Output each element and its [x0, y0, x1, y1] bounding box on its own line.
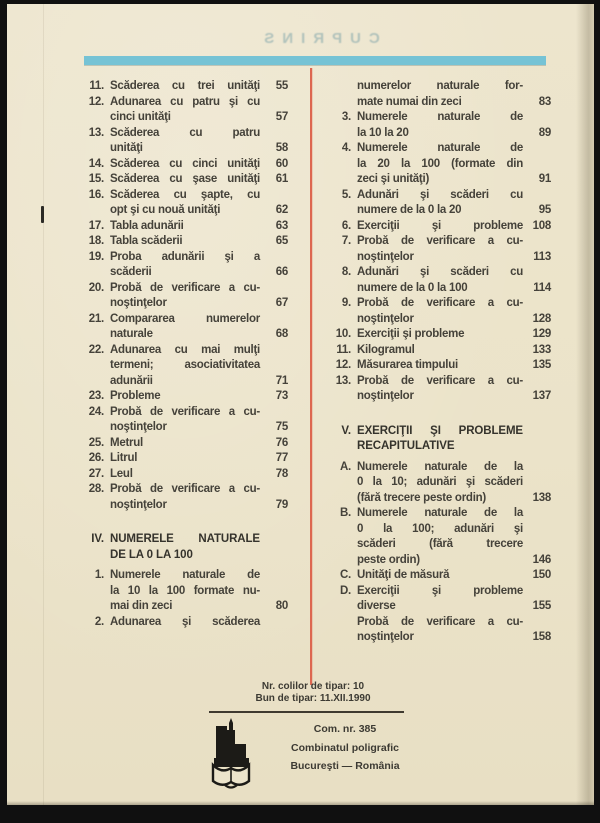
teal-rule	[84, 56, 546, 65]
entry-page-number: 150	[532, 569, 551, 581]
entry-number: 8.	[341, 266, 351, 278]
print-sheets-line: Nr. colilor de tipar: 10	[261, 681, 365, 692]
entry-line: 0 la 100; adunări şi	[357, 522, 523, 535]
entry-text	[110, 172, 260, 188]
entry-line: mate numai din zeci	[357, 95, 462, 108]
toc-section-header	[333, 424, 551, 455]
toc-entry	[333, 79, 551, 110]
toc-entry	[333, 141, 551, 188]
bleedthrough-title: CUPRINS	[256, 30, 380, 47]
entry-number: 14.	[88, 157, 104, 170]
entry-line: noştinţelor	[357, 631, 414, 643]
entry-number: 28.	[88, 483, 104, 495]
entry-text	[110, 532, 260, 563]
toc-column-left	[86, 79, 288, 630]
entry-line: DE LA 0 LA 100	[110, 548, 193, 561]
toc-entry	[86, 172, 288, 188]
toc-entry	[86, 281, 288, 312]
entry-line: unităţi	[110, 142, 143, 154]
entry-line: la 10 la 100 formate nu-	[110, 584, 260, 597]
entry-number: 17.	[88, 219, 104, 232]
entry-line: RECAPITULATIVE	[357, 440, 455, 452]
entry-page-number: 129	[532, 328, 551, 340]
entry-page-number: 63	[275, 219, 288, 232]
entry-page-number: 67	[275, 297, 288, 309]
entry-line: Numerele naturale de la	[357, 507, 523, 519]
entry-page-number: 79	[275, 498, 288, 511]
entry-text	[110, 157, 260, 173]
entry-page-number: 137	[532, 390, 551, 402]
entry-line: Kilogramul	[357, 343, 415, 356]
entry-number: 6.	[341, 219, 351, 232]
toc-entry	[86, 436, 288, 452]
entry-number: 22.	[88, 343, 104, 356]
entry-line: Probă de verificare a cu-	[357, 615, 523, 628]
entry-line: Scăderea cu patru	[110, 126, 260, 139]
entry-page-number: 95	[538, 204, 551, 216]
entry-line: Adunarea cu patru şi cu	[110, 95, 260, 108]
entry-line: peste ordin)	[357, 553, 420, 566]
entry-page-number: 55	[275, 80, 288, 92]
entry-page-number: 80	[275, 600, 288, 612]
entry-page-number: 108	[532, 219, 551, 232]
entry-line: Adunarea şi scăderea	[110, 615, 260, 628]
entry-page-number: 61	[275, 173, 288, 185]
entry-line: Tabla adunării	[110, 219, 184, 232]
entry-line: noştinţelor	[110, 297, 167, 309]
print-date-line: Bun de tipar: 11.XII.1990	[255, 693, 371, 704]
entry-line: Exerciţii şi probleme	[357, 584, 523, 597]
entry-text	[110, 568, 260, 615]
entry-text	[110, 482, 260, 513]
colophon-city: Bucureşti — România	[290, 760, 400, 772]
entry-number: A.	[340, 460, 351, 473]
entry-text	[357, 615, 523, 646]
entry-number: 12.	[335, 359, 351, 371]
entry-page-number: 60	[275, 157, 288, 170]
entry-page-number: 77	[275, 452, 288, 464]
entry-page-number: 114	[533, 281, 551, 294]
entry-line: la 20 la 100 (formate din	[357, 157, 523, 170]
entry-line: scăderii	[110, 266, 152, 278]
toc-entry	[333, 506, 551, 568]
entry-line: la 10 la 20	[357, 126, 409, 139]
entry-number: 2.	[94, 615, 104, 628]
entry-line: opt şi cu nouă unităţi	[110, 204, 221, 216]
entry-number: 12.	[88, 95, 104, 108]
entry-line: noştinţelor	[357, 250, 414, 263]
entry-number: C.	[340, 569, 351, 581]
colophon-text	[263, 720, 427, 776]
toc-entry	[86, 467, 288, 483]
entry-line: termeni; asociativitatea	[110, 359, 260, 371]
entry-number: 11.	[89, 80, 104, 92]
toc-entry	[333, 584, 551, 615]
toc-entry	[86, 157, 288, 173]
entry-page-number: 71	[275, 374, 288, 387]
toc-entry	[86, 219, 288, 235]
entry-line: Probă de verificare a cu-	[357, 297, 523, 309]
entry-page-number: 83	[538, 95, 551, 108]
page-bottom-shadow	[7, 801, 594, 805]
entry-line: Adunări şi scăderi cu	[357, 188, 523, 201]
entry-number: IV.	[91, 533, 104, 545]
entry-line: adunării	[110, 374, 153, 387]
entry-line: noştinţelor	[357, 312, 414, 325]
entry-page-number: 78	[275, 467, 288, 480]
entry-text	[357, 234, 523, 265]
entry-line: (fără trecere peste ordin)	[357, 491, 486, 504]
entry-number: 13.	[88, 126, 104, 139]
entry-line: Numerele naturale de	[357, 111, 523, 123]
entry-line: Unităţi de măsură	[357, 569, 450, 581]
entry-line: Adunări şi scăderi cu	[357, 266, 523, 278]
entry-number: 15.	[88, 173, 104, 185]
entry-number: 10.	[335, 328, 351, 340]
toc-entry	[333, 343, 551, 359]
colophon-rule	[209, 711, 404, 713]
entry-line: Litrul	[110, 452, 138, 464]
entry-number: 9.	[341, 297, 351, 309]
colophon-publisher: Combinatul poligrafic	[291, 741, 399, 754]
toc-entry	[86, 343, 288, 390]
toc-entry	[86, 615, 288, 631]
entry-text	[110, 312, 260, 343]
entry-page-number: 133	[532, 343, 551, 356]
entry-number: 16.	[88, 188, 104, 201]
entry-line: noştinţelor	[110, 498, 167, 511]
entry-page-number: 158	[532, 631, 551, 643]
entry-page-number: 66	[275, 266, 288, 278]
entry-number: 13.	[335, 374, 351, 387]
entry-line: Numerele naturale de la	[357, 460, 523, 473]
entry-number: 3.	[341, 111, 351, 123]
entry-text	[110, 219, 260, 235]
entry-page-number: 91	[538, 173, 551, 185]
entry-line: Probleme	[110, 390, 161, 402]
entry-text	[357, 265, 523, 296]
entry-page-number: 89	[538, 126, 551, 139]
entry-page-number: 138	[532, 491, 551, 504]
toc-entry	[333, 110, 551, 141]
entry-text	[110, 79, 260, 95]
entry-text	[357, 141, 523, 188]
entry-page-number: 58	[275, 142, 288, 154]
entry-line: noştinţelor	[357, 390, 414, 402]
entry-text	[110, 250, 260, 281]
entry-line: Scăderea cu cinci unităţi	[110, 157, 260, 170]
entry-text	[357, 188, 523, 219]
entry-page-number: 65	[275, 235, 288, 247]
toc-entry	[333, 615, 551, 646]
binding-crease	[43, 4, 44, 805]
entry-text	[110, 615, 260, 631]
entry-line: Scăderea cu şapte, cu	[110, 188, 260, 201]
entry-line: Exerciţii şi probleme	[357, 328, 465, 340]
scanned-book-page	[7, 4, 594, 805]
entry-text	[357, 327, 523, 343]
toc-entry	[86, 451, 288, 467]
entry-number: 11.	[336, 343, 351, 356]
entry-line: zeci şi unităţi)	[357, 173, 430, 185]
toc-entry	[333, 460, 551, 507]
toc-entry	[86, 95, 288, 126]
entry-line: Adunarea cu mai mulţi	[110, 343, 260, 356]
entry-line: Numerele naturale de	[357, 142, 523, 154]
entry-text	[357, 79, 523, 110]
entry-line: EXERCIŢII ŞI PROBLEME	[357, 424, 523, 437]
toc-section-header	[86, 532, 288, 563]
entry-line: Compararea numerelor	[110, 312, 260, 325]
entry-number: 19.	[88, 250, 104, 263]
entry-line: Probă de verificare a cu-	[110, 281, 260, 294]
toc-entry	[86, 234, 288, 250]
colophon-order-number: Com. nr. 385	[313, 723, 377, 735]
toc-entry	[333, 296, 551, 327]
entry-number: 1.	[94, 569, 104, 581]
entry-line: Proba adunării şi a	[110, 250, 260, 263]
entry-text	[357, 506, 523, 568]
entry-text	[110, 234, 260, 250]
entry-number: 5.	[341, 188, 351, 201]
entry-number: 27.	[88, 467, 104, 480]
entry-page-number: 57	[275, 111, 288, 123]
entry-text	[110, 436, 260, 452]
entry-line: numere de la 0 la 20	[357, 204, 462, 216]
entry-line: noştinţelor	[110, 421, 167, 433]
entry-page-number: 155	[532, 600, 551, 612]
entry-line: diverse	[357, 600, 396, 612]
printing-house-logo-icon	[211, 718, 253, 792]
entry-line: Scăderea cu şase unităţi	[110, 173, 260, 185]
entry-text	[110, 95, 260, 126]
toc-entry	[333, 568, 551, 584]
entry-number: 4.	[341, 142, 351, 154]
entry-page-number: 76	[275, 436, 288, 449]
entry-number: 24.	[88, 405, 104, 418]
entry-number: 26.	[88, 452, 104, 464]
entry-line: scăderi (fără trecere	[357, 538, 523, 550]
entry-page-number: 146	[532, 553, 551, 566]
entry-page-number: 62	[275, 204, 288, 216]
entry-line: cinci unităţi	[110, 111, 171, 123]
toc-entry	[86, 405, 288, 436]
toc-entry	[333, 358, 551, 374]
entry-line: mai din zeci	[110, 600, 173, 612]
entry-text	[110, 467, 260, 483]
entry-page-number: 128	[532, 312, 551, 325]
entry-line: Tabla scăderii	[110, 235, 183, 247]
entry-line: numere de la 0 la 100	[357, 281, 468, 294]
entry-text	[110, 451, 260, 467]
entry-line: Probă de verificare a cu-	[110, 405, 260, 418]
entry-text	[357, 110, 523, 141]
entry-text	[357, 584, 523, 615]
entry-page-number: 68	[275, 328, 288, 340]
entry-text	[357, 296, 523, 327]
entry-number: 20.	[88, 281, 104, 294]
entry-number	[333, 615, 357, 646]
crease-ink-mark	[41, 206, 44, 223]
toc-entry	[333, 265, 551, 296]
toc-entry	[86, 250, 288, 281]
entry-text	[357, 424, 523, 455]
toc-entry	[86, 126, 288, 157]
page-edge-shadow	[576, 4, 594, 805]
entry-line: Probă de verificare a cu-	[110, 483, 260, 495]
entry-text	[110, 389, 260, 405]
column-divider-rule	[310, 68, 312, 685]
footer-print-info	[213, 681, 413, 705]
entry-text	[110, 343, 260, 390]
entry-text	[357, 460, 523, 507]
entry-page-number: 113	[533, 250, 551, 263]
entry-page-number: 135	[532, 359, 551, 371]
toc-entry	[333, 188, 551, 219]
entry-text	[110, 126, 260, 157]
entry-text	[357, 358, 523, 374]
entry-line: Leul	[110, 467, 133, 480]
entry-page-number: 73	[275, 390, 288, 402]
entry-line: Exerciţii şi probleme	[357, 219, 523, 232]
entry-number: D.	[340, 584, 351, 597]
entry-line: 0 la 10; adunări şi scăderi	[357, 476, 523, 488]
entry-line: NUMERELE NATURALE	[110, 533, 260, 545]
toc-column-right	[333, 79, 551, 646]
entry-line: Metrul	[110, 436, 143, 449]
entry-text	[357, 343, 523, 359]
entry-text	[110, 281, 260, 312]
toc-entry	[333, 219, 551, 235]
entry-line: naturale	[110, 328, 153, 340]
toc-entry	[86, 312, 288, 343]
entry-number: V.	[341, 424, 351, 437]
entry-text	[357, 568, 523, 584]
entry-number: 18.	[88, 235, 104, 247]
entry-number: 7.	[341, 235, 351, 247]
entry-text	[357, 219, 523, 235]
toc-entry	[86, 482, 288, 513]
entry-line: Probă de verificare a cu-	[357, 374, 523, 387]
entry-page-number: 75	[275, 421, 288, 433]
entry-line: Scăderea cu trei unităţi	[110, 80, 260, 92]
entry-text	[110, 188, 260, 219]
entry-number: 21.	[88, 312, 104, 325]
toc-entry	[86, 188, 288, 219]
entry-line: Numerele naturale de	[110, 569, 260, 581]
toc-entry	[333, 327, 551, 343]
entry-line: Măsurarea timpului	[357, 359, 458, 371]
entry-number: 25.	[88, 436, 104, 449]
entry-number	[333, 79, 357, 110]
toc-entry	[333, 234, 551, 265]
toc-entry	[86, 79, 288, 95]
toc-entry	[86, 389, 288, 405]
entry-line: Probă de verificare a cu-	[357, 235, 523, 247]
entry-number: B.	[340, 507, 351, 519]
entry-number: 23.	[88, 390, 104, 402]
entry-text	[110, 405, 260, 436]
toc-entry	[333, 374, 551, 405]
entry-text	[357, 374, 523, 405]
entry-line: numerelor naturale for-	[357, 80, 523, 92]
toc-entry	[86, 568, 288, 615]
